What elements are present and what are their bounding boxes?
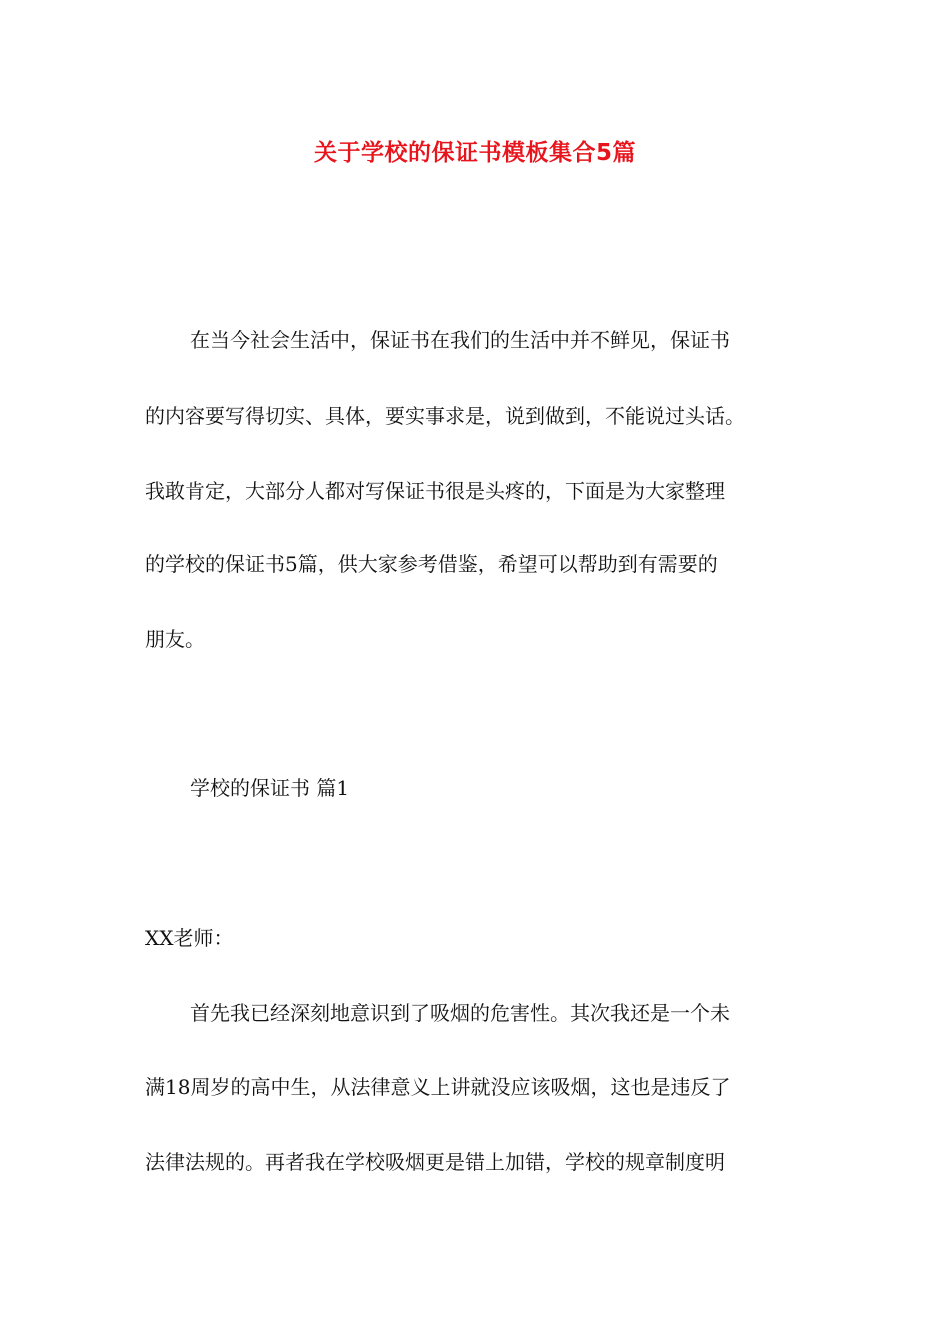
body-line-1: 首先我已经深刻地意识到了吸烟的危害性。其次我还是一个未	[190, 1001, 730, 1025]
body-line-3: 法律法规的。再者我在学校吸烟更是错上加错，学校的规章制度明	[145, 1150, 725, 1174]
intro-line-1: 在当今社会生活中，保证书在我们的生活中并不鲜见，保证书	[190, 328, 730, 352]
intro-line-5: 朋友。	[145, 627, 205, 651]
body-line-2: 满18周岁的高中生，从法律意义上讲就没应该吸烟，这也是违反了	[145, 1075, 731, 1099]
intro-line-3: 我敢肯定，大部分人都对写保证书很是头疼的，下面是为大家整理	[145, 479, 725, 503]
intro-line-2: 的内容要写得切实、具体，要实事求是，说到做到，不能说过头话。	[145, 404, 745, 428]
salutation: XX老师：	[145, 926, 234, 950]
intro-line-4: 的学校的保证书5篇，供大家参考借鉴，希望可以帮助到有需要的	[145, 552, 718, 576]
document-title: 关于学校的保证书模板集合5篇	[313, 140, 636, 166]
section-heading: 学校的保证书 篇1	[190, 776, 350, 800]
